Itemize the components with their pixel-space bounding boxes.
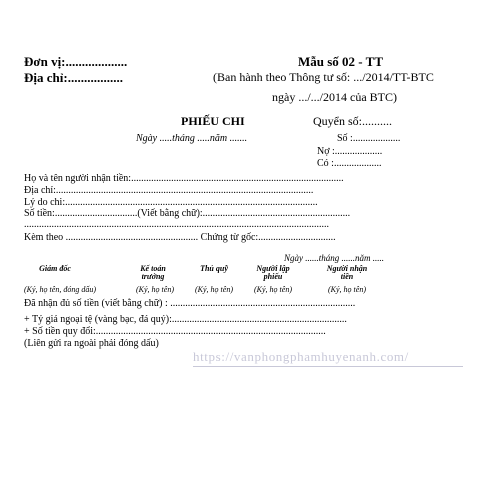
signature-title-treasurer: Thủ quỹ <box>200 264 228 273</box>
issue-date: Ngày .....tháng .....năm ....... <box>136 133 248 144</box>
amount-field: Số tiền:.................................(Viết bằng chữ):........................................................... <box>24 208 351 219</box>
watermark: https://vanphongphamhuyenanh.com/ <box>193 349 409 364</box>
issued-line-1: (Ban hành theo Thông tư số: .../2014/TT-BTC <box>213 70 434 84</box>
recipient-field: Họ và tên người nhận tiền:..................................................................................... <box>24 173 344 184</box>
signature-note-recipient: (Ký, họ tên) <box>328 285 366 294</box>
attachments-field: Kèm theo ..................................................... Chứng từ gốc:............................... <box>24 232 336 243</box>
signature-note-director: (Ký, họ tên, đóng dấu) <box>24 285 96 294</box>
issued-line-2: ngày .../.../2014 của BTC) <box>272 90 397 104</box>
signature-note-treasurer: (Ký, họ tên) <box>195 285 233 294</box>
watermark-underline <box>193 366 463 367</box>
signature-date: Ngày ......tháng ......năm ..... <box>284 253 384 263</box>
debit-account: Nợ :................... <box>317 146 383 157</box>
exchange-rate-field: + Tỷ giá ngoại tệ (vàng bạc, đá quý):...................................................................... <box>24 314 347 325</box>
address-header-field: Địa chỉ:................. <box>24 70 123 85</box>
book-number: Quyển số:.......... <box>313 114 392 128</box>
seal-note: (Liên gửi ra ngoài phải đóng dấu) <box>24 338 159 349</box>
signature-title-recipient: Người nhận tiền <box>326 264 368 282</box>
amount-continuation: .......................................................................................................................... <box>24 219 329 230</box>
address-field: Địa chỉ:....................................................................................................... <box>24 185 314 196</box>
form-number: Mẫu số 02 - TT <box>298 54 383 69</box>
converted-amount-field: + Số tiền quy đổi:............................................................................................ <box>24 326 326 337</box>
credit-account: Có :................... <box>317 158 382 169</box>
signature-note-chief-accountant: (Ký, họ tên) <box>136 285 174 294</box>
signature-note-preparer: (Ký, họ tên) <box>254 285 292 294</box>
page-title: PHIẾU CHI <box>181 114 245 128</box>
unit-field: Đơn vị:................... <box>24 54 128 69</box>
voucher-number: Số :................... <box>337 133 401 144</box>
signature-title-preparer: Người lập phiếu <box>256 264 290 282</box>
signature-title-chief-accountant: Kế toán trưởng <box>140 264 166 282</box>
reason-field: Lý do chi:..................................................................................................... <box>24 197 318 208</box>
signature-title-director: Giám đốc <box>39 264 71 273</box>
received-amount-field: Đã nhận đủ số tiền (viết bằng chữ) : .......................................................................... <box>24 298 356 309</box>
